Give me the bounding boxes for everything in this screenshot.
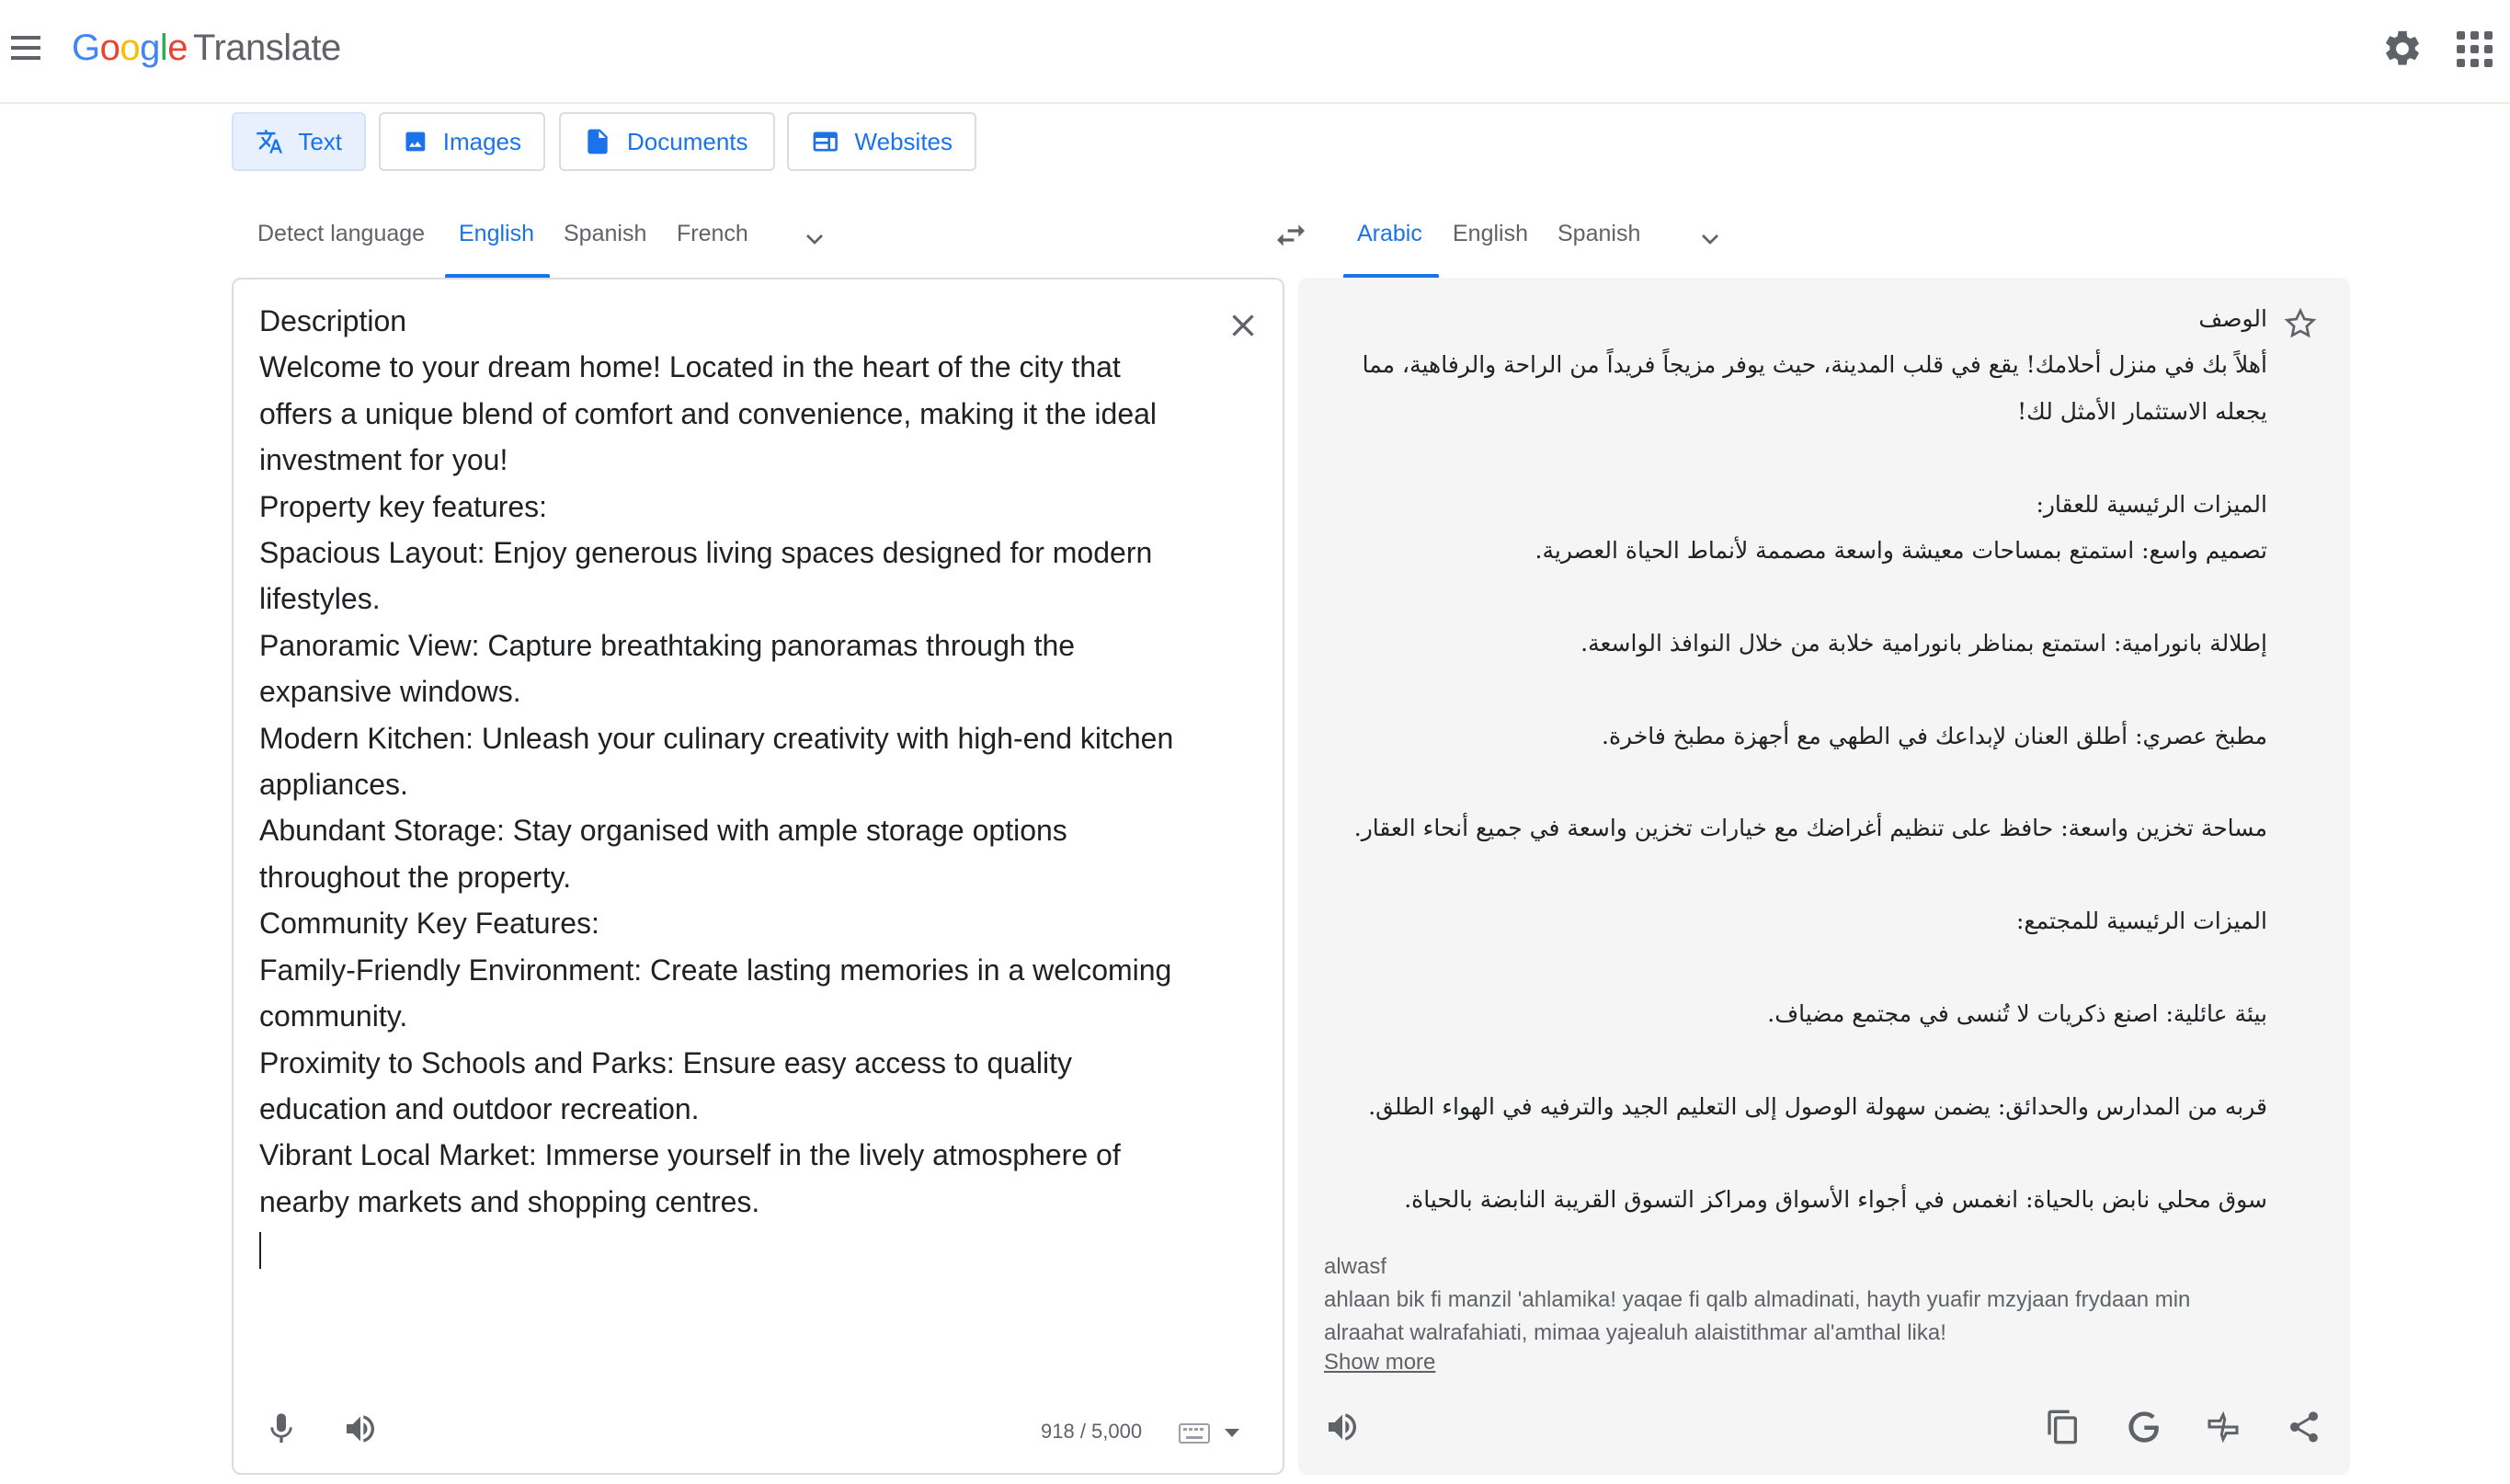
images-mode-button[interactable]: [379, 112, 545, 171]
transliteration-line: alwasf: [1324, 1254, 1387, 1279]
share-icon[interactable]: [2286, 1409, 2322, 1445]
source-text-line: nearby markets and shopping centres.: [259, 1184, 760, 1218]
website-icon: [811, 127, 840, 156]
source-text-line: Vibrant Local Market: Immerse yourself in the lively atmosphere of: [259, 1138, 1121, 1172]
translation-line: [1339, 435, 2267, 481]
translation-line: [1339, 852, 2267, 898]
translation-line: يجعله الاستثمار الأمثل لك!: [2017, 397, 2267, 425]
source-text-line: throughout the property.: [259, 860, 572, 894]
rate-translation-feedback-icon[interactable]: [2205, 1409, 2242, 1445]
logo-letter: o: [99, 28, 120, 68]
source-text-line: community.: [259, 999, 408, 1033]
source-lang-french[interactable]: French: [677, 221, 748, 246]
swap-languages-icon[interactable]: [1272, 217, 1309, 254]
translation-output: [1339, 296, 2267, 1223]
source-text-line: Property key features:: [259, 489, 548, 523]
translation-line: [1339, 1130, 2267, 1176]
source-text-line: investment for you!: [259, 443, 508, 477]
source-text-line: Family-Friendly Environment: Create lasting memories in a welcoming: [259, 953, 1172, 987]
source-text-panel[interactable]: [232, 278, 1284, 1475]
translation-panel: [1298, 278, 2350, 1475]
transliteration: [1324, 1250, 2299, 1350]
source-text-line: appliances.: [259, 768, 408, 802]
translation-line: أهلاً بك في منزل أحلامك! يقع في قلب المدينة، حيث يوفر مزيجاً فريداً من الراحة والرفاهية، مما: [1362, 351, 2267, 379]
source-more-languages-chevron-down-icon[interactable]: [800, 224, 829, 254]
translation-line: [1339, 574, 2267, 620]
apps-grid-icon[interactable]: [2457, 31, 2493, 68]
translation-line: بيئة عائلية: اصنع ذكريات لا تُنسى في مجتمع مضياف.: [1767, 1000, 2267, 1027]
target-lang-spanish[interactable]: Spanish: [1557, 221, 1641, 246]
logo-letter: g: [140, 28, 160, 68]
translation-line: تصميم واسع: استمتع بمساحات معيشة واسعة مصممة لأنماط الحياة العصرية.: [1535, 537, 2267, 565]
source-text-line: education and outdoor recreation.: [259, 1091, 700, 1125]
top-bar: [0, 0, 2510, 104]
translation-line: سوق محلي نابض بالحياة: انغمس في أجواء الأسواق ومراكز التسوق القريبة النابضة بالحياة.: [1404, 1185, 2267, 1213]
source-text-line: offers a unique blend of comfort and convenience, making it the ideal: [259, 396, 1158, 430]
document-icon: [583, 127, 612, 156]
images-mode-label: Images: [442, 127, 521, 155]
text-caret: [259, 1232, 261, 1269]
target-lang-arabic[interactable]: Arabic: [1357, 221, 1422, 246]
source-lang-english[interactable]: English: [459, 221, 534, 246]
source-text-line: Proximity to Schools and Parks: Ensure easy access to quality: [259, 1045, 1072, 1079]
translation-line: [1339, 945, 2267, 991]
logo-letter: o: [120, 28, 141, 68]
keyboard-icon[interactable]: [1179, 1423, 1210, 1444]
source-lang-spanish[interactable]: Spanish: [564, 221, 647, 246]
translation-line: مطبخ عصري: أطلق العنان لإبداعك في الطهي مع أجهزة مطبخ فاخرة.: [1602, 722, 2267, 749]
source-text-line: Welcome to your dream home! Located in the heart of the city that: [259, 350, 1121, 384]
translation-listen-speaker-icon[interactable]: [1324, 1409, 1361, 1445]
translate-icon: [256, 127, 283, 156]
target-more-languages-chevron-down-icon[interactable]: [1695, 224, 1725, 254]
product-name: Translate: [193, 28, 341, 68]
translation-line: مساحة تخزين واسعة: حافظ على تنظيم أغراضك مع خيارات تخزين واسعة في جميع أنحاء العقار.: [1353, 815, 2267, 842]
translation-line: قربه من المدارس والحدائق: يضمن سهولة الوصول إلى التعليم الجيد والترفيه في الهواء الطلق.: [1368, 1092, 2267, 1120]
documents-mode-button[interactable]: [559, 112, 775, 171]
copy-icon[interactable]: [2045, 1409, 2082, 1445]
source-text-line: Community Key Features:: [259, 907, 599, 941]
documents-mode-label: Documents: [627, 127, 748, 155]
google-translate-logo[interactable]: [72, 28, 341, 74]
translation-line: الميزات الرئيسية للعقار:: [2036, 490, 2267, 518]
input-tools-chevron-down-icon[interactable]: [1225, 1429, 1239, 1437]
clear-text-close-icon[interactable]: [1225, 307, 1261, 344]
source-text-line: Abundant Storage: Stay organised with ample storage options: [259, 814, 1067, 848]
source-text-line: Spacious Layout: Enjoy generous living spaces designed for modern: [259, 536, 1153, 570]
gear-icon[interactable]: [2381, 28, 2424, 70]
target-lang-english[interactable]: English: [1453, 221, 1528, 246]
source-text-line: lifestyles.: [259, 582, 381, 616]
menu-icon[interactable]: [7, 29, 44, 66]
transliteration-line: ahlaan bik fi manzil 'ahlamika! yaqae fi qalb almadinati, hayth yuafir mzyjaan frydaan min: [1324, 1287, 2191, 1312]
logo-letter: l: [159, 28, 168, 68]
source-textarea[interactable]: [259, 298, 1188, 1225]
translation-line: [1339, 1037, 2267, 1083]
logo-letter: e: [167, 28, 188, 68]
source-text-line: expansive windows.: [259, 675, 521, 709]
transliteration-line: alraahat walrafahiati, mimaa yajealuh alaistithmar al'amthal lika!: [1324, 1320, 1946, 1345]
source-text-line: Description: [259, 304, 407, 337]
google-search-g-icon[interactable]: [2126, 1409, 2162, 1445]
google-logo-text: [72, 28, 188, 68]
show-more-link[interactable]: Show more: [1324, 1350, 1436, 1375]
source-text-line: Modern Kitchen: Unleash your culinary creativity with high-end kitchen: [259, 721, 1174, 755]
source-lang-detect[interactable]: Detect language: [257, 221, 426, 246]
image-icon: [403, 127, 428, 156]
translation-line: إطلالة بانورامية: استمتع بمناظر بانورامية خلابة من خلال النوافذ الواسعة.: [1580, 629, 2267, 656]
websites-mode-label: Websites: [854, 127, 953, 155]
translation-line: الوصف: [2198, 305, 2267, 332]
microphone-icon[interactable]: [263, 1410, 300, 1447]
source-text-line: Panoramic View: Capture breathtaking panoramas through the: [259, 628, 1076, 662]
save-translation-star-icon[interactable]: [2282, 305, 2319, 342]
translation-line: [1339, 667, 2267, 713]
source-listen-speaker-icon[interactable]: [342, 1410, 379, 1447]
websites-mode-button[interactable]: [787, 112, 976, 171]
translation-line: الميزات الرئيسية للمجتمع:: [2015, 908, 2267, 935]
text-mode-label: Text: [298, 127, 342, 155]
logo-letter: G: [72, 28, 100, 68]
translation-line: [1339, 759, 2267, 805]
text-mode-button[interactable]: [232, 112, 366, 171]
character-count: 918 / 5,000: [1041, 1420, 1143, 1443]
